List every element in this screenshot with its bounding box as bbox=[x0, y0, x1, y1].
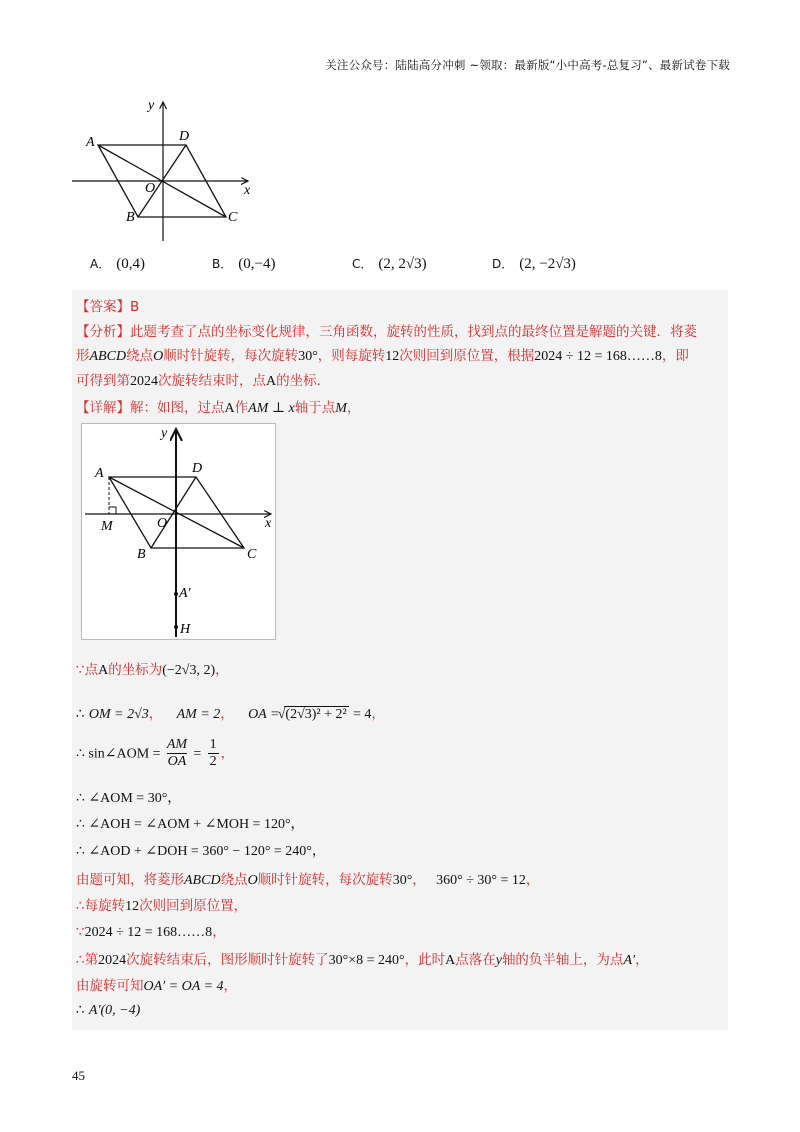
choice-a[interactable]: A． (0,4) bbox=[90, 256, 145, 272]
label-y: y bbox=[161, 426, 168, 441]
label-a-prime: A′ bbox=[179, 586, 191, 601]
label-o: O bbox=[145, 181, 156, 196]
point-a-prime bbox=[174, 592, 178, 596]
label-d: D bbox=[179, 129, 190, 144]
label-b: B bbox=[126, 210, 135, 225]
answer-value: B bbox=[130, 299, 140, 315]
choice-c[interactable]: C． (2, 2√3) bbox=[352, 256, 427, 272]
step-10: ∴第2024次旋转结束后，图形顺时针旋转了30°×8 = 240°，此时A点落在y轴的负半轴上，为点A′， bbox=[76, 952, 649, 968]
solution-panel bbox=[72, 290, 728, 1030]
step-3: ∴ sin∠AOM = $\frac{AM}{OA}$ = $\frac{1}{2}$ ， bbox=[76, 737, 235, 769]
page-number: 45 bbox=[72, 1068, 85, 1083]
step-1: ∵点A的坐标为(−2√3, 2)， bbox=[76, 662, 229, 678]
label-o: O bbox=[157, 516, 168, 531]
label-x: x bbox=[244, 183, 251, 198]
choice-b[interactable]: B． (0,−4) bbox=[212, 256, 276, 272]
label-a: A bbox=[86, 135, 95, 150]
label-b: B bbox=[137, 547, 146, 562]
answer-choices bbox=[90, 255, 650, 283]
rotation-figure bbox=[81, 423, 276, 640]
step-6: ∴ ∠AOD + ∠DOH = 360° − 120° = 240°， bbox=[76, 844, 326, 859]
rhombus-figure bbox=[68, 96, 258, 246]
step-11: 由旋转可知OA′ = OA = 4， bbox=[76, 978, 238, 994]
choice-d[interactable]: D． (2, −2√3) bbox=[492, 256, 576, 272]
label-h: H bbox=[180, 622, 191, 637]
label-a: A bbox=[95, 466, 104, 481]
analysis-line-2: 形ABCD绕点O顺时针旋转，每次旋转30°，则每旋转12次则回到原位置，根据2024 ÷ 12 = 168……8，即 bbox=[76, 348, 689, 364]
point-h bbox=[174, 625, 178, 629]
analysis-line-3: 可得到第2024次旋转结束时，点A的坐标． bbox=[76, 373, 331, 389]
step-4: ∴ ∠AOM = 30°， bbox=[76, 791, 182, 806]
label-y: y bbox=[148, 98, 155, 113]
analysis-line-1: 【分析】此题考查了点的坐标变化规律，三角函数，旋转的性质，找到点的最终位置是解题的关键．将菱 bbox=[76, 324, 697, 340]
detail-line-1: 【详解】解：如图，过点A作AM ⊥ x轴于点M， bbox=[76, 400, 361, 416]
step-12: ∴ A′(0, −4) bbox=[76, 1002, 141, 1018]
step-9: ∵2024 ÷ 12 = 168……8， bbox=[76, 924, 226, 940]
label-d: D bbox=[192, 461, 203, 476]
step-7: 由题可知，将菱形ABCD绕点O顺时针旋转，每次旋转30°， 360° ÷ 30° = 12， bbox=[76, 872, 540, 888]
step-2: ∴ OM = 2√3， AM = 2， OA = √(2√3)² + 2² = 4， bbox=[76, 706, 385, 722]
label-c: C bbox=[247, 547, 257, 562]
step-8: ∴每旋转12次则回到原位置， bbox=[76, 898, 248, 914]
page-header: 关注公众号：陆陆高分冲刺 ~领取：最新版“小中高考-总复习”、最新试卷下载 bbox=[325, 58, 730, 72]
label-m: M bbox=[101, 519, 113, 534]
label-x: x bbox=[265, 516, 272, 531]
step-5: ∴ ∠AOH = ∠AOM + ∠MOH = 120°， bbox=[76, 817, 305, 832]
label-c: C bbox=[228, 210, 238, 225]
answer-line: 【答案】B bbox=[76, 299, 140, 315]
